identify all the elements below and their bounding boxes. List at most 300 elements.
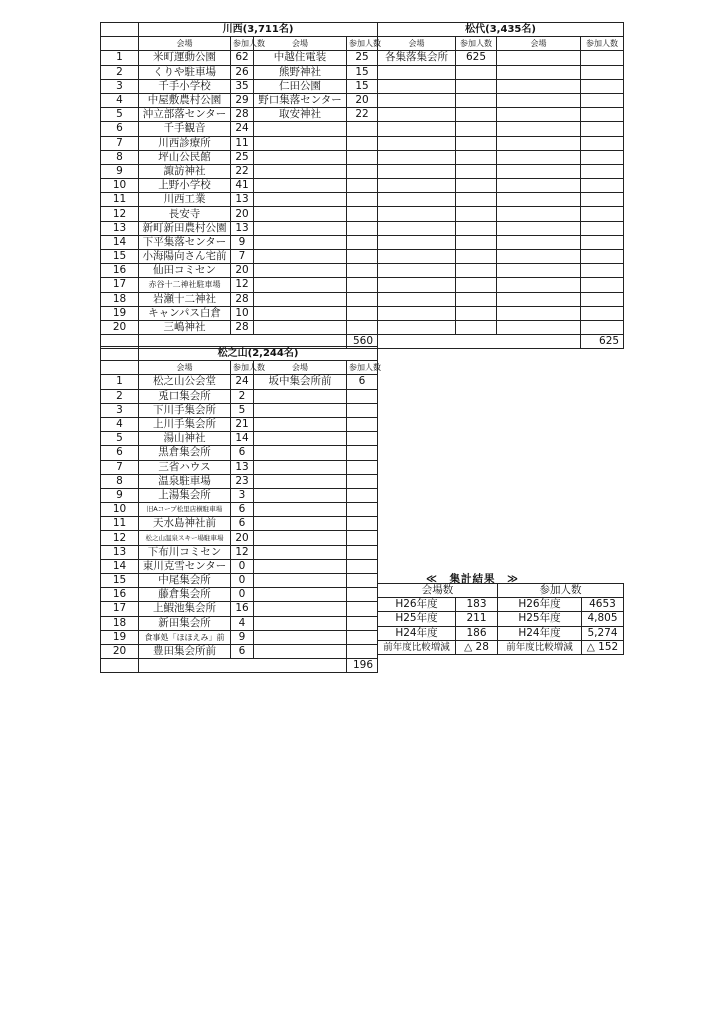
- participant-count: 0: [231, 588, 254, 602]
- participant-count: [581, 79, 624, 93]
- participant-count: 13: [231, 460, 254, 474]
- participant-count: 7: [231, 250, 254, 264]
- participant-count: 20: [347, 93, 378, 107]
- venue-name: [497, 136, 581, 150]
- participant-count: [581, 264, 624, 278]
- participant-count: [456, 306, 497, 320]
- venue-name: 長安寺: [139, 207, 231, 221]
- participant-count: 20: [231, 264, 254, 278]
- count-header: 参加人数: [231, 361, 254, 375]
- venue-name: [378, 93, 456, 107]
- participant-count: [581, 221, 624, 235]
- table-row: [101, 136, 624, 150]
- participant-count: [347, 630, 378, 644]
- participant-count: 11: [231, 136, 254, 150]
- summary-year: H24年度: [378, 626, 456, 640]
- venue-name: [378, 320, 456, 334]
- participant-count: [347, 278, 378, 292]
- summary-venues: 211: [456, 612, 498, 626]
- row-number: 8: [101, 150, 139, 164]
- venue-name: [254, 264, 347, 278]
- participant-count: [347, 250, 378, 264]
- participant-count: 28: [231, 320, 254, 334]
- participant-count: [456, 320, 497, 334]
- table-row: [101, 51, 624, 65]
- participant-count: [347, 389, 378, 403]
- venue-name: 温泉駐車場: [139, 474, 231, 488]
- venue-name: [497, 264, 581, 278]
- row-number: 5: [101, 432, 139, 446]
- participant-count: 10: [231, 306, 254, 320]
- row-number: 12: [101, 207, 139, 221]
- venue-name: [497, 79, 581, 93]
- venue-name: [378, 179, 456, 193]
- participant-count: 16: [231, 602, 254, 616]
- participant-count: [581, 250, 624, 264]
- total-blank: [378, 335, 581, 349]
- participant-count: [347, 644, 378, 658]
- matsunoyama-title: 松之山(2,244名): [139, 347, 378, 361]
- venue-name: [254, 136, 347, 150]
- participant-count: [456, 65, 497, 79]
- matsunoyama-total: 196: [347, 659, 378, 673]
- participant-count: [347, 432, 378, 446]
- participant-count: [347, 503, 378, 517]
- participant-count: 6: [231, 644, 254, 658]
- venue-name: くりや駐車場: [139, 65, 231, 79]
- participant-count: 22: [231, 164, 254, 178]
- summary-participants-header: 参加人数: [498, 584, 624, 598]
- venue-name: [497, 306, 581, 320]
- venue-name: 川西工業: [139, 193, 231, 207]
- participant-count: [456, 122, 497, 136]
- corner-cell: [101, 347, 139, 361]
- venue-name: [378, 278, 456, 292]
- venue-name: 旧Aコープ松里店横駐車場: [139, 503, 231, 517]
- venue-name: [497, 65, 581, 79]
- summary-participants: 5,274: [582, 626, 624, 640]
- venue-name: [254, 179, 347, 193]
- venue-name: 黒倉集会所: [139, 446, 231, 460]
- no-header: [101, 37, 139, 51]
- table-row: [101, 292, 624, 306]
- venue-name: [254, 164, 347, 178]
- row-number: 19: [101, 306, 139, 320]
- count-header: 参加人数: [347, 37, 378, 51]
- participant-count: [581, 193, 624, 207]
- venue-name: [378, 150, 456, 164]
- venue-name: 下平集落センター: [139, 235, 231, 249]
- count-header: 参加人数: [347, 361, 378, 375]
- participant-count: 35: [231, 79, 254, 93]
- participant-count: [456, 250, 497, 264]
- venue-name: [378, 235, 456, 249]
- venue-name: 各集落集会所: [378, 51, 456, 65]
- venue-name: [254, 250, 347, 264]
- venue-name: [254, 460, 347, 474]
- row-number: 18: [101, 616, 139, 630]
- venue-name: 食事処「ほほえみ」前: [139, 630, 231, 644]
- venue-name: [378, 264, 456, 278]
- row-number: 7: [101, 136, 139, 150]
- summary-participants: 4,805: [582, 612, 624, 626]
- row-number: 16: [101, 264, 139, 278]
- venue-name: 上野小学校: [139, 179, 231, 193]
- participant-count: [581, 108, 624, 122]
- table-row: [101, 389, 378, 403]
- venue-name: [378, 136, 456, 150]
- venue-name: 上湯集会所: [139, 488, 231, 502]
- participant-count: 0: [231, 559, 254, 573]
- venue-name: 新町新田農村公園: [139, 221, 231, 235]
- row-number: 4: [101, 417, 139, 431]
- participant-count: [456, 264, 497, 278]
- table-row: [101, 503, 378, 517]
- table-row: [101, 474, 378, 488]
- participant-count: [347, 207, 378, 221]
- row-number: 4: [101, 93, 139, 107]
- venue-header: 会場: [254, 361, 347, 375]
- summary-diff-participants: △ 152: [582, 640, 624, 654]
- row-number: 7: [101, 460, 139, 474]
- venue-name: [254, 221, 347, 235]
- venue-name: 下布川コミセン: [139, 545, 231, 559]
- participant-count: 2: [231, 389, 254, 403]
- venue-header: 会場: [497, 37, 581, 51]
- table-row: [101, 446, 378, 460]
- participant-count: 625: [456, 51, 497, 65]
- venue-name: 諏訪神社: [139, 164, 231, 178]
- venue-header: 会場: [254, 37, 347, 51]
- venue-name: 仙田コミセン: [139, 264, 231, 278]
- participant-count: 6: [347, 375, 378, 389]
- table-row: [101, 375, 378, 389]
- venue-name: 沖立部落センター: [139, 108, 231, 122]
- venue-name: 中尾集会所: [139, 574, 231, 588]
- venue-name: キャンパス白倉: [139, 306, 231, 320]
- participant-count: [456, 108, 497, 122]
- participant-count: [456, 207, 497, 221]
- summary-diff-label: 前年度比較増減: [378, 640, 456, 654]
- participant-count: [347, 292, 378, 306]
- table-row: [101, 545, 378, 559]
- participant-count: 41: [231, 179, 254, 193]
- summary-title: ≪ 集計結果 ≫: [426, 573, 519, 585]
- participant-count: 9: [231, 630, 254, 644]
- venue-name: [254, 616, 347, 630]
- row-number: 19: [101, 630, 139, 644]
- table-row: [101, 644, 378, 658]
- participant-count: 5: [231, 403, 254, 417]
- table-row: [101, 588, 378, 602]
- table-row: [101, 207, 624, 221]
- table-row: [101, 278, 624, 292]
- participant-count: [347, 150, 378, 164]
- participant-count: 9: [231, 235, 254, 249]
- venue-name: 藤倉集会所: [139, 588, 231, 602]
- venue-name: [497, 221, 581, 235]
- table-row: [101, 122, 624, 136]
- venue-name: [254, 531, 347, 545]
- venue-header: 会場: [378, 37, 456, 51]
- table-row: [101, 79, 624, 93]
- venue-name: [497, 250, 581, 264]
- participant-count: 28: [231, 292, 254, 306]
- summary-row: [378, 612, 624, 626]
- venue-name: 熊野神社: [254, 65, 347, 79]
- participant-count: [347, 588, 378, 602]
- table-row: [101, 235, 624, 249]
- venue-name: [378, 306, 456, 320]
- venue-name: 松之山公会堂: [139, 375, 231, 389]
- venue-name: [378, 65, 456, 79]
- participant-count: [347, 602, 378, 616]
- participant-count: [347, 122, 378, 136]
- row-number: 2: [101, 65, 139, 79]
- venue-header: 会場: [139, 361, 231, 375]
- table-row: [101, 460, 378, 474]
- table-row: [101, 164, 624, 178]
- venue-name: 兎口集会所: [139, 389, 231, 403]
- venue-name: [254, 306, 347, 320]
- participant-count: [347, 403, 378, 417]
- row-number: 9: [101, 488, 139, 502]
- row-number: 15: [101, 250, 139, 264]
- venue-name: 三嶋神社: [139, 320, 231, 334]
- venue-name: 岩瀬十二神社: [139, 292, 231, 306]
- venue-name: 下川手集会所: [139, 403, 231, 417]
- summary-participants: 4653: [582, 598, 624, 612]
- venue-name: [254, 474, 347, 488]
- table-row: [101, 403, 378, 417]
- row-number: 8: [101, 474, 139, 488]
- participant-count: 23: [231, 474, 254, 488]
- venue-name: 新田集会所: [139, 616, 231, 630]
- table-row: [101, 179, 624, 193]
- participant-count: [347, 474, 378, 488]
- venue-name: [378, 122, 456, 136]
- row-number: 2: [101, 389, 139, 403]
- venue-name: 坂中集会所前: [254, 375, 347, 389]
- table-row: [101, 559, 378, 573]
- participant-count: 13: [231, 221, 254, 235]
- row-number: 20: [101, 320, 139, 334]
- venue-name: [254, 503, 347, 517]
- total-blank: [101, 659, 139, 673]
- row-number: 1: [101, 375, 139, 389]
- venue-name: [497, 193, 581, 207]
- row-number: 17: [101, 602, 139, 616]
- kawanishi-matsudai-table: [100, 22, 624, 349]
- venue-name: 仁田公園: [254, 79, 347, 93]
- venue-name: [497, 179, 581, 193]
- row-number: 12: [101, 531, 139, 545]
- venue-name: [378, 221, 456, 235]
- participant-count: [456, 235, 497, 249]
- venue-name: 東川克雪センター: [139, 559, 231, 573]
- participant-count: [581, 306, 624, 320]
- participant-count: [347, 264, 378, 278]
- participant-count: 20: [231, 531, 254, 545]
- table-row: [101, 602, 378, 616]
- participant-count: [581, 179, 624, 193]
- participant-count: 62: [231, 51, 254, 65]
- participant-count: 26: [231, 65, 254, 79]
- participant-count: [456, 221, 497, 235]
- matsunoyama-table: [100, 346, 381, 673]
- venue-name: [254, 488, 347, 502]
- participant-count: [456, 292, 497, 306]
- row-number: 13: [101, 221, 139, 235]
- summary-venues-header: 会場数: [378, 584, 498, 598]
- table-row: [101, 630, 378, 644]
- venue-name: [254, 403, 347, 417]
- participant-count: [347, 193, 378, 207]
- participant-count: [581, 278, 624, 292]
- venue-name: [254, 574, 347, 588]
- participant-count: [347, 616, 378, 630]
- table-row: [101, 65, 624, 79]
- count-header: 参加人数: [231, 37, 254, 51]
- participant-count: [347, 531, 378, 545]
- participant-count: 29: [231, 93, 254, 107]
- participant-count: 12: [231, 545, 254, 559]
- venue-name: [378, 250, 456, 264]
- participant-count: 21: [231, 417, 254, 431]
- row-number: 11: [101, 193, 139, 207]
- participant-count: [347, 460, 378, 474]
- participant-count: 6: [231, 517, 254, 531]
- participant-count: [581, 235, 624, 249]
- table-row: [101, 108, 624, 122]
- venue-name: 中屋敷農村公園: [139, 93, 231, 107]
- participant-count: 13: [231, 193, 254, 207]
- row-number: 6: [101, 122, 139, 136]
- summary-row: [378, 626, 624, 640]
- table-row: [101, 150, 624, 164]
- venue-name: [497, 164, 581, 178]
- summary-row: [378, 598, 624, 612]
- participant-count: [581, 122, 624, 136]
- row-number: 13: [101, 545, 139, 559]
- row-number: 14: [101, 559, 139, 573]
- table-row: [101, 250, 624, 264]
- summary-year: H25年度: [378, 612, 456, 626]
- venue-name: [254, 602, 347, 616]
- venue-name: 上鰕池集会所: [139, 602, 231, 616]
- participant-count: [581, 207, 624, 221]
- table-row: [101, 616, 378, 630]
- venue-name: 天水島神社前: [139, 517, 231, 531]
- table-row: [101, 432, 378, 446]
- participant-count: 25: [347, 51, 378, 65]
- row-number: 11: [101, 517, 139, 531]
- venue-name: 豊田集会所前: [139, 644, 231, 658]
- participant-count: 24: [231, 375, 254, 389]
- table-row: [101, 531, 378, 545]
- venue-name: 小海陽向さん宅前: [139, 250, 231, 264]
- venue-name: [497, 93, 581, 107]
- venue-name: 松之山温泉スキー場駐車場: [139, 531, 231, 545]
- participant-count: [347, 417, 378, 431]
- row-number: 20: [101, 644, 139, 658]
- table-row: [101, 574, 378, 588]
- venue-name: [254, 235, 347, 249]
- row-number: 3: [101, 79, 139, 93]
- venue-name: [254, 122, 347, 136]
- matsudai-total: 625: [581, 335, 624, 349]
- venue-name: [497, 122, 581, 136]
- venue-name: 坪山公民館: [139, 150, 231, 164]
- participant-count: 3: [231, 488, 254, 502]
- venue-name: [254, 207, 347, 221]
- row-number: 6: [101, 446, 139, 460]
- row-number: 18: [101, 292, 139, 306]
- venue-name: [254, 446, 347, 460]
- venue-name: [378, 79, 456, 93]
- participant-count: [347, 136, 378, 150]
- summary-year: H25年度: [498, 612, 582, 626]
- row-number: 9: [101, 164, 139, 178]
- venue-name: [497, 51, 581, 65]
- participant-count: [581, 93, 624, 107]
- participant-count: [347, 179, 378, 193]
- venue-name: [378, 207, 456, 221]
- corner-cell: [101, 23, 139, 37]
- participant-count: [456, 150, 497, 164]
- no-header: [101, 361, 139, 375]
- table-row: [101, 488, 378, 502]
- summary-diff-venues: △ 28: [456, 640, 498, 654]
- venue-name: [378, 292, 456, 306]
- participant-count: [456, 193, 497, 207]
- venue-name: 千手小学校: [139, 79, 231, 93]
- participant-count: [456, 136, 497, 150]
- row-number: 1: [101, 51, 139, 65]
- summary-diff-row: [378, 640, 624, 654]
- participant-count: 15: [347, 65, 378, 79]
- venue-name: 三省ハウス: [139, 460, 231, 474]
- summary-table: [377, 583, 624, 655]
- table-row: [101, 221, 624, 235]
- participant-count: [456, 79, 497, 93]
- participant-count: [347, 545, 378, 559]
- venue-name: [254, 150, 347, 164]
- participant-count: 25: [231, 150, 254, 164]
- participant-count: 28: [231, 108, 254, 122]
- participant-count: [347, 559, 378, 573]
- participant-count: [456, 93, 497, 107]
- venue-name: [254, 630, 347, 644]
- participant-count: [456, 164, 497, 178]
- venue-name: [497, 207, 581, 221]
- venue-name: [254, 278, 347, 292]
- participant-count: 22: [347, 108, 378, 122]
- participant-count: [581, 292, 624, 306]
- row-number: 17: [101, 278, 139, 292]
- venue-header: 会場: [139, 37, 231, 51]
- count-header: 参加人数: [581, 37, 624, 51]
- venue-name: 上川手集会所: [139, 417, 231, 431]
- participant-count: [347, 306, 378, 320]
- venue-name: 米町運動公園: [139, 51, 231, 65]
- participant-count: 6: [231, 503, 254, 517]
- summary-diff-label: 前年度比較増減: [498, 640, 582, 654]
- row-number: 5: [101, 108, 139, 122]
- venue-name: [254, 432, 347, 446]
- participant-count: 12: [231, 278, 254, 292]
- participant-count: [347, 221, 378, 235]
